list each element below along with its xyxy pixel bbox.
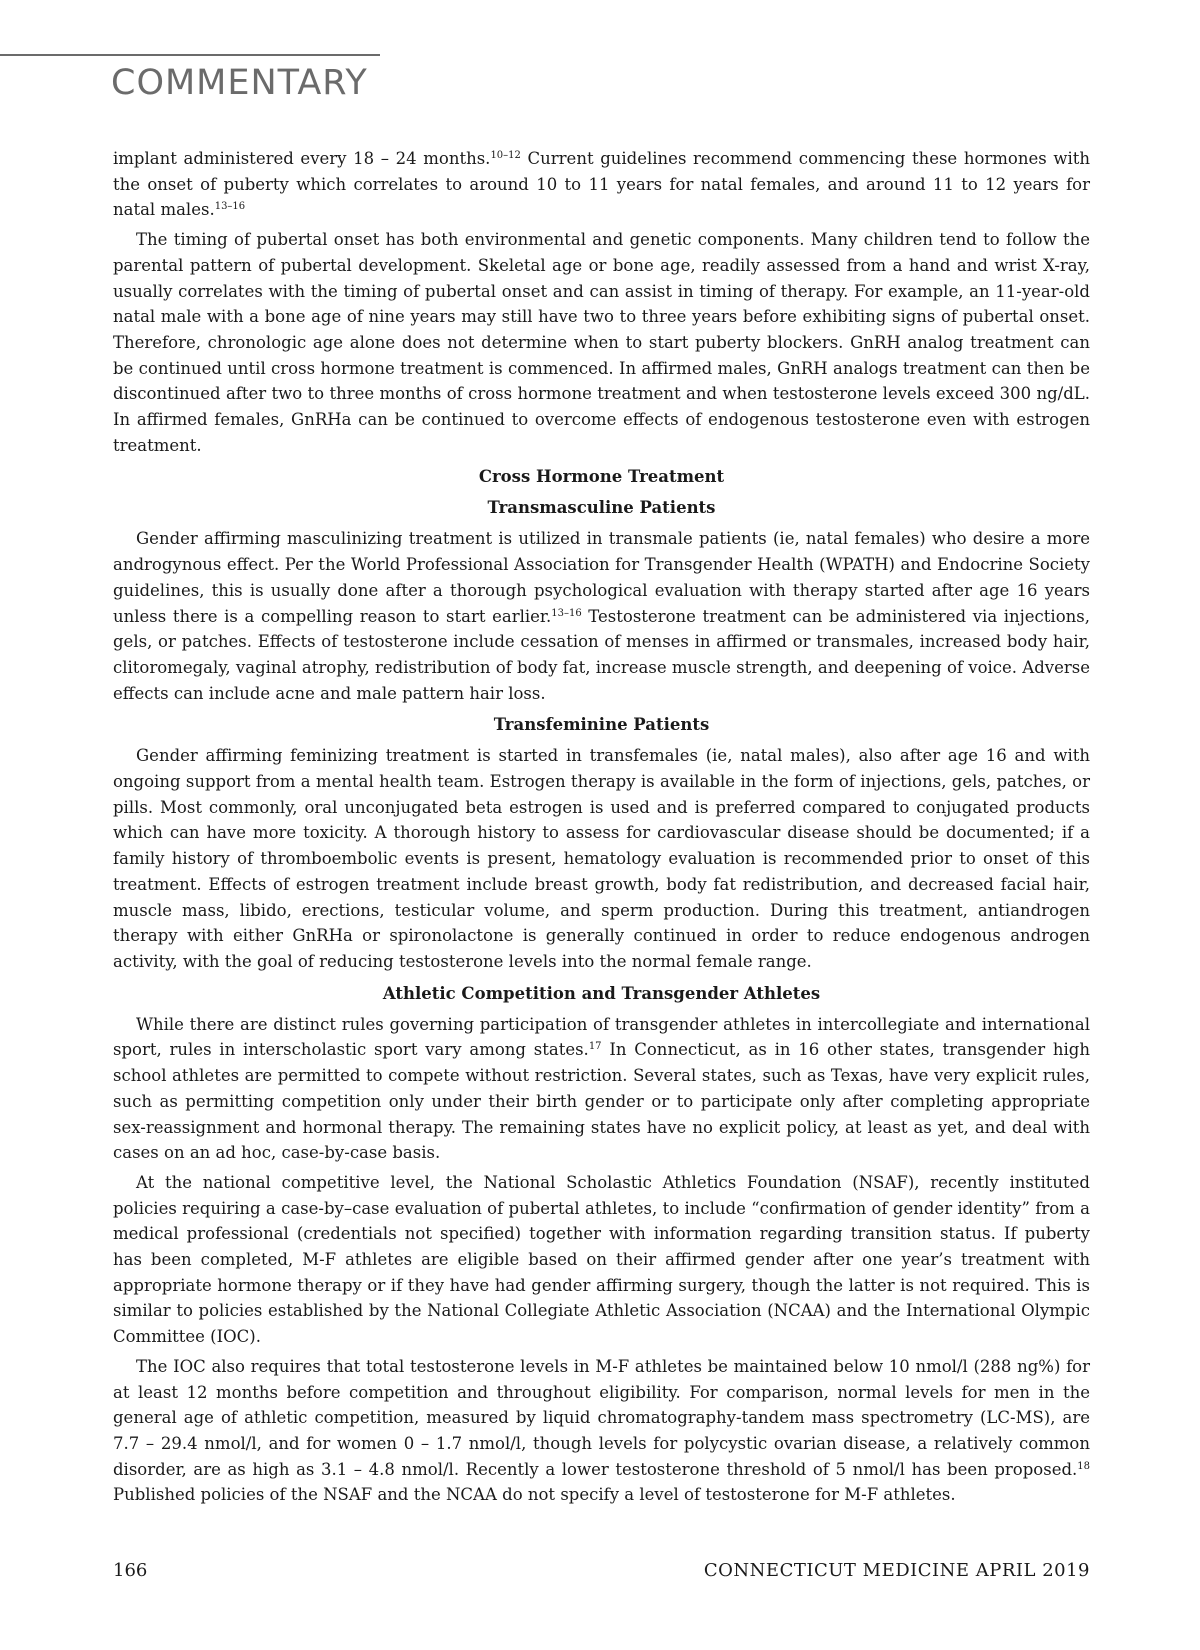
citation-superscript: 13–16: [551, 607, 582, 619]
paragraph: [113, 1354, 1090, 1508]
section-label: COMMENTARY: [111, 63, 368, 103]
paragraph-text: Gender affirming feminizing treatment is started in transfemales (ie, natal males), also after age 16 and with ongoing support from a mental health team. Estrogen therapy is available in the form of injections, gels, patches, or pills. Most commonly, oral unconjugated beta estrogen is used and is preferred compared to conjugated products which can have more toxicity. A thorough history to assess for cardiovascular disease should be documented; if a family history of thromboembolic events is present, hematology evaluation is recommended prior to onset of this treatment. Effects of estrogen treatment include breast growth, body fat redistribution, and decreased facial hair, muscle mass, libido, erections, testicular volume, and sperm production. During this treatment, antiandrogen therapy with either GnRHa or spironolactone is generally continued in order to reduce endogenous androgen activity, with the goal of reducing testosterone levels into the normal female range.: [113, 746, 1090, 971]
paragraph: [113, 1170, 1090, 1350]
section-heading: Transfeminine Patients: [493, 715, 710, 735]
header-rule: [0, 54, 380, 56]
paragraph-text: The IOC also requires that total testosterone levels in M-F athletes be maintained below 10 nmol/l (288 ng%) for at least 12 months before competition and throughout eligibility. For comparison, normal levels for men in the general age of athletic competition, measured by liquid chromatography-tandem mass spectrometry (LC-MS), are 7.7 – 29.4 nmol/l, and for women 0 – 1.7 nmol/l, though levels for polycystic ovarian disease, a relatively common disorder, are as high as 3.1 – 4.8 nmol/l. Recently a lower testosterone threshold of 5 nmol/l has been proposed.: [113, 1356, 1090, 1479]
paragraph: [113, 1012, 1090, 1166]
paragraph-text: While there are distinct rules governing participation of transgender athletes in intercollegiate and international sport, rules in interscholastic sport vary among states.: [113, 1014, 1090, 1060]
paragraph-text: Gender affirming masculinizing treatment is utilized in transmale patients (ie, natal females) who desire a more androgynous effect. Per the World Professional Association for Transgender Health (WPATH) and Endocrine Society guidelines, this is usually done after a thorough psychological evaluation with therapy started after age 16 years unless there is a compelling reason to start earlier.: [113, 529, 1090, 626]
paragraph: [113, 227, 1090, 458]
paragraph: [113, 743, 1090, 974]
journal-footer: CONNECTICUT MEDICINE APRIL 2019: [703, 1560, 1090, 1581]
citation-superscript: 10–12: [490, 150, 521, 161]
section-heading: Cross Hormone Treatment: [478, 467, 725, 487]
page-number: 166: [113, 1560, 148, 1581]
citation-superscript: 17: [588, 1041, 602, 1053]
paragraph: [113, 146, 1090, 223]
paragraph-text: The timing of pubertal onset has both environmental and genetic components. Many children tend to follow the parental pattern of pubertal development. Skeletal age or bone age, readily assessed from a hand and wrist X-ray, usually correlates with the timing of pubertal onset and can assist in timing of therapy. For example, an 11-year-old natal male with a bone age of nine years may still have two to three years before exhibiting signs of pubertal onset. Therefore, chronologic age alone does not determine when to start puberty blockers. GnRH analog treatment can be continued until cross hormone treatment is commenced. In affirmed males, GnRH analogs treatment can then be discontinued after two to three months of cross hormone treatment and when testosterone levels exceed 300 ng/dL. In affirmed females, GnRHa can be continued to overcome effects of endogenous testosterone even with estrogen treatment.: [113, 230, 1090, 455]
paragraph-text: In Connecticut, as in 16 other states, transgender high school athletes are permitted to compete without restriction. Several states, such as Texas, have very explicit rules, such as permitting competition only under their birth gender or to participate only after completing appropriate sex-reassignment and hormonal therapy. The remaining states have no explicit policy, at least as yet, and deal with cases on an ad hoc, case-by-case basis.: [113, 1040, 1090, 1163]
paragraph-text: At the national competitive level, the National Scholastic Athletics Foundation (NSAF), recently instituted policies requiring a case-by–case evaluation of pubertal athletes, to include “confirmation of gender identity” from a medical professional (credentials not specified) together with information regarding transition status. If puberty has been completed, M-F athletes are eligible based on their affirmed gender after one year’s treatment with appropriate hormone therapy or if they have had gender affirming surgery, though the latter is not required. This is similar to policies established by the National Collegiate Athletic Association (NCAA) and the International Olympic Committee (IOC).: [113, 1172, 1090, 1347]
citation-superscript: 18: [1077, 1460, 1090, 1472]
article-body: [113, 146, 1090, 1512]
section-heading: Transmasculine Patients: [487, 498, 716, 518]
paragraph-text: Current guidelines recommend commencing these hormones with the onset of puberty which correlates to around 10 to 11 years for natal females, and around 11 to 12 years for natal males.: [113, 149, 1091, 220]
citation-superscript: 13–16: [214, 201, 246, 213]
paragraph-text: Published policies of the NSAF and the NCAA do not specify a level of testosterone for M-F athletes.: [113, 1485, 956, 1505]
paragraph: [113, 526, 1090, 706]
paragraph-text: implant administered every 18 – 24 months.: [113, 149, 491, 168]
paragraph-text: Testosterone treatment can be administered via injections, gels, or patches. Effects of testosterone include cessation of menses in affirmed or transmales, increased body hair, clitoromegaly, vaginal atrophy, redistribution of body fat, increase muscle strength, and deepening of voice. Adverse effects can include acne and male pattern hair loss.: [113, 606, 1090, 703]
section-heading: Athletic Competition and Transgender Athletes: [382, 983, 821, 1003]
